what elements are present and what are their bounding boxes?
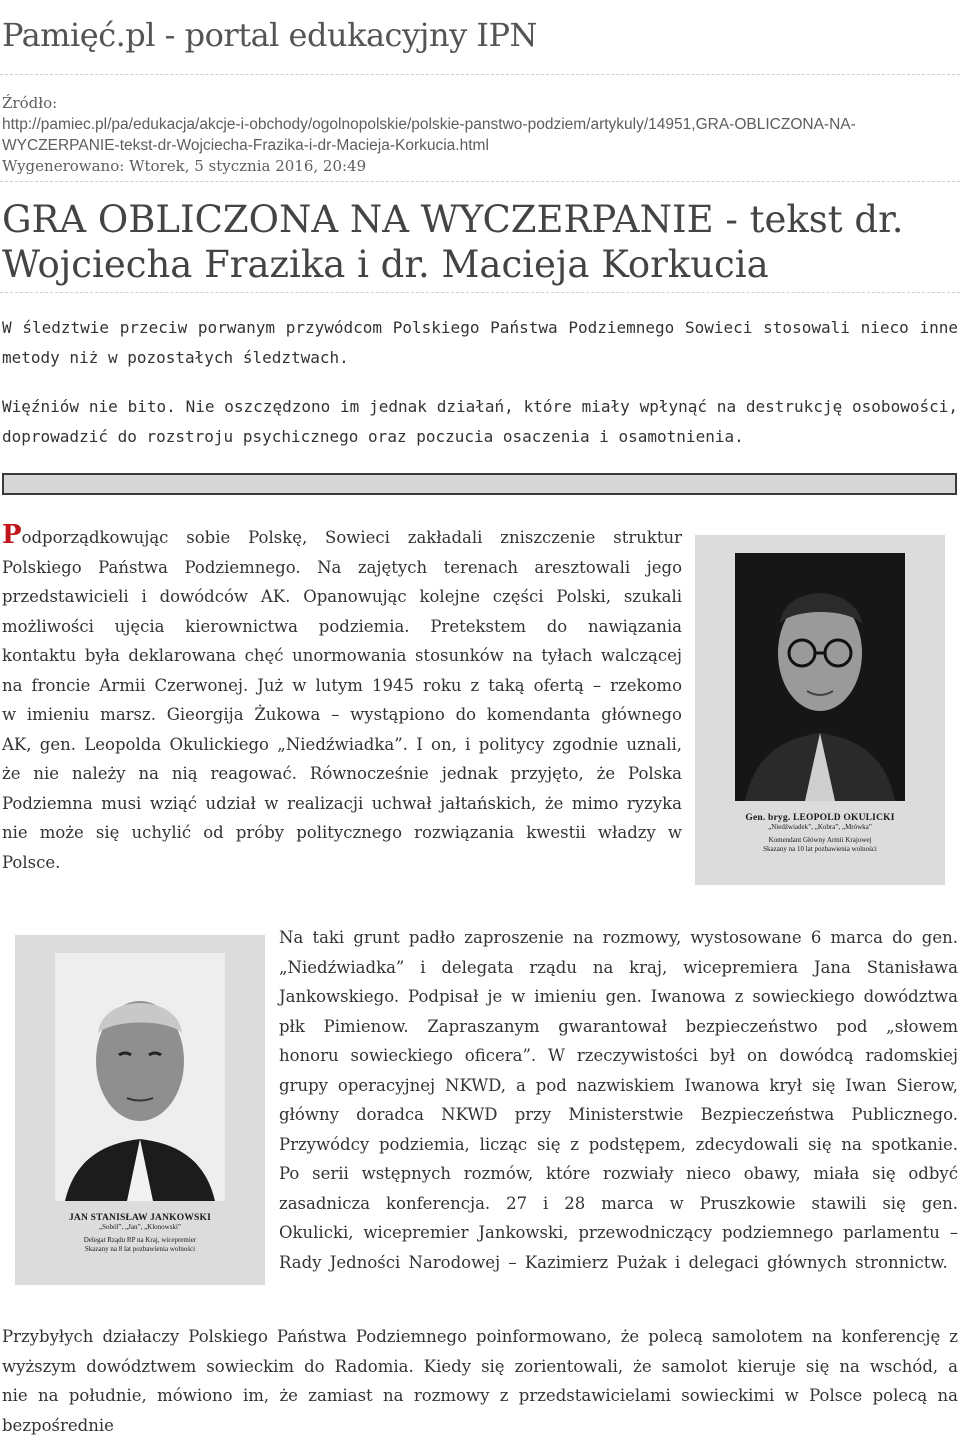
divider: [0, 74, 960, 75]
caption-role: Komendant Główny Armii Krajowej: [768, 836, 872, 844]
portrait-image: [55, 953, 225, 1201]
caption-aliases: „Niedźwiadek”, „Kobra”, „Mrówka”: [768, 823, 872, 831]
photo-jankowski: [15, 935, 265, 1285]
caption-aliases: „Soból”, „Jan”, „Klonowski”: [98, 1223, 182, 1231]
divider: [0, 292, 960, 293]
portrait-illustration: [735, 553, 905, 801]
body-paragraph-3: Przybyłych działaczy Polskiego Państwa Podziemnego poinformowano, że polecą samolotem na konferencję z wyższym dowództwem sowieckim do Radomia. Kiedy się zorientowali, że samolot kieruje się na wschód, a nie na południe, mówiono im, że zamiast na rozmowy z przedstawicielami sowieckimi w Polsce polecą na bezpośrednie: [2, 1327, 958, 1435]
generated-date: Wygenerowano: Wtorek, 5 stycznia 2016, 20:49: [2, 157, 367, 175]
site-title: Pamięć.pl - portal edukacyjny IPN: [2, 16, 537, 54]
caption-sentence: Skazany na 10 lat pozbawienia wolności: [763, 845, 877, 853]
body-paragraph-2: Na taki grunt padło zaproszenie na rozmowy, wystosowane 6 marca do gen. „Niedźwiadka” i delegata rządu na kraj, wicepremiera Jana Stanisława Jankowskiego. Podpisał je w imieniu gen. Iwanowa z sowieckiego dowództwa płk Pimienow. Zapraszanym gwarantował bezpieczeństwo pod „słowem honoru sowieckiego oficera”. W rzeczywistości był on dowódcą radomskiej grupy operacyjnej NKWD, a pod nazwiskiem Iwanowa krył się Iwan Sierow, główny doradca NKWD przy Ministerstwie Bezpieczeństwa Publicznego. Przywódcy podziemia, licząc się z podstępem, zdecydowali się na spotkanie. Po serii wstępnych rozmów, które rozwiały nieco obawy, miała się odbyć zasadnicza konferencja. 27 i 28 marca w Pruszkowie stawili się gen. Okulicki, wicepremier Jankowski, przewodniczący podziemnego parlamentu – Rady Jedności Narodowej – Kazimierz Pużak i delegaci głównych stronnictw.: [279, 928, 958, 1272]
photo-caption: [35, 1213, 245, 1254]
drop-cap: P: [2, 520, 22, 550]
separator-bar: [2, 473, 957, 495]
source-url-line-1[interactable]: http://pamiec.pl/pa/edukacja/akcje-i-obchody/ogolnopolskie/polskie-panstwo-podziem/artykuly/14951,GRA-OBLICZONA-NA-: [2, 116, 856, 133]
divider: [0, 181, 960, 182]
photo-caption: [715, 813, 925, 854]
photo-okulicki: [695, 535, 945, 885]
caption-role: Delegat Rządu RP na Kraj, wicepremier: [83, 1236, 197, 1244]
portrait-illustration: [55, 953, 225, 1201]
source-url-line-2[interactable]: WYCZERPANIE-tekst-dr-Wojciecha-Frazika-i-dr-Macieja-Korkucia.html: [2, 137, 489, 154]
body-paragraph-1: [2, 520, 682, 877]
caption-name: Gen. bryg. LEOPOLD OKULICKI: [745, 813, 895, 823]
caption-sentence: Skazany na 8 lat pozbawienia wolności: [84, 1245, 196, 1253]
lead-paragraph-2: Więźniów nie bito. Nie oszczędzono im jednak działań, które miały wpłynąć na destrukcję osobowości, doprowadzić do rozstroju psychicznego oraz poczucia osaczenia i osamotnienia.: [2, 397, 958, 446]
lead-paragraph-1: W śledztwie przeciw porwanym przywódcom Polskiego Państwa Podziemnego Sowieci stosowali nieco inne metody niż w pozostałych śledztwach.: [2, 318, 958, 367]
source-label: Źródło:: [2, 94, 58, 112]
article-title: GRA OBLICZONA NA WYCZERPANIE - tekst dr. Wojciecha Frazika i dr. Macieja Korkucia: [2, 198, 904, 286]
caption-name: JAN STANISŁAW JANKOWSKI: [68, 1213, 212, 1223]
body-paragraph-1-text: odporządkowując sobie Polskę, Sowieci zakładali zniszczenie struktur Polskiego Państwa Podziemnego. Na zajętych terenach aresztowali jego przedstawicieli i dowódców AK. Opanowując kolejne części Polski, szukali możliwości ujęcia kierownictwa podziemia. Pretekstem do nawiązania kontaktu była deklarowana chęć unormowania stosunków na tyłach walczącej na froncie Armii Czerwonej. Już w lutym 1945 roku z taką ofertą – rzekomo w imieniu marsz. Gieorgija Żukowa – wystąpiono do komendanta głównego AK, gen. Leopolda Okulickiego „Niedźwiadka”. I on, i politycy zgodnie uznali, że nie należy na nią reagować. Równocześnie jednak przyjęto, że Polska Podziemna musi wziąć udział w realizacji uchwał jałtańskich, że mimo ryzyka nie może się uchylić od próby politycznego rozwiązania kwestii władzy w Polsce.: [2, 528, 682, 872]
portrait-image: [735, 553, 905, 801]
source-meta: [2, 93, 960, 177]
